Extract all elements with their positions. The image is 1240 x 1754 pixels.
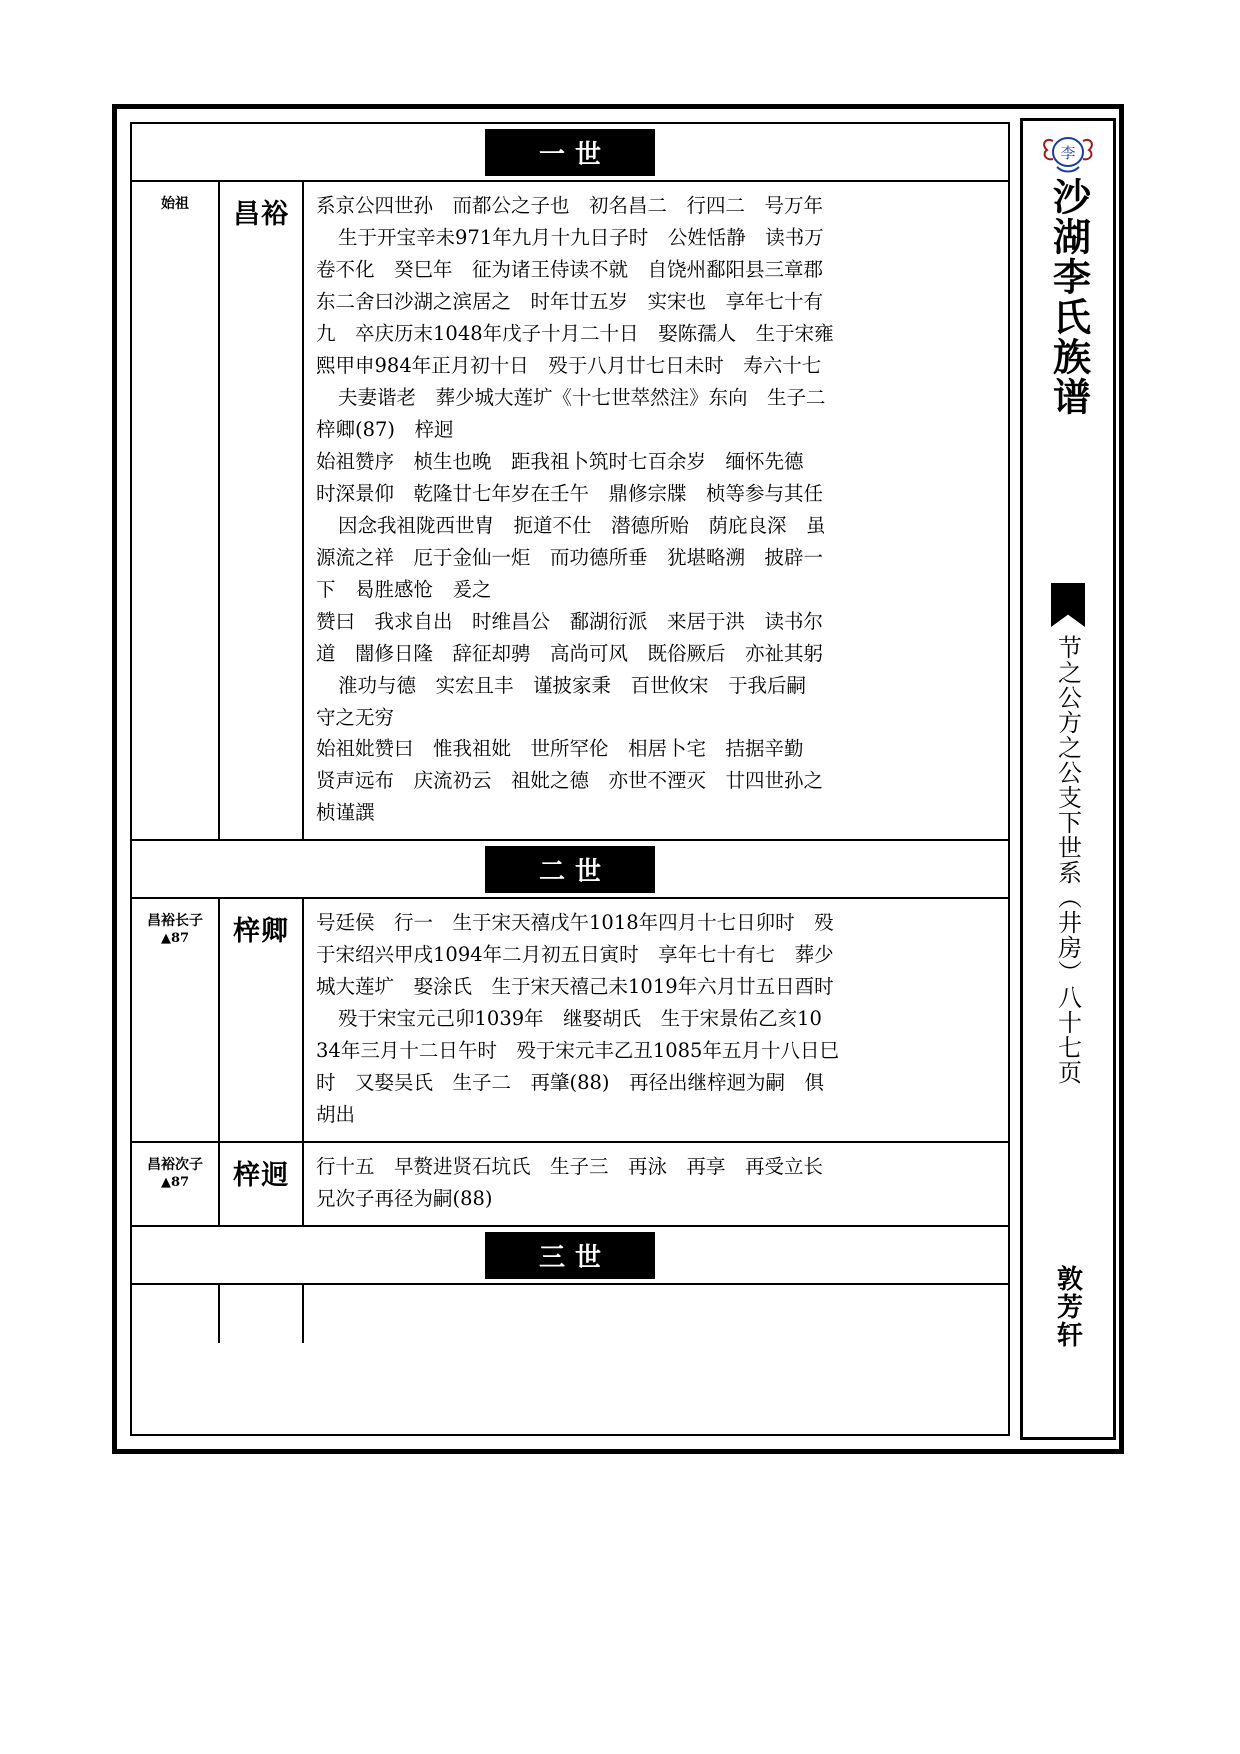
entry-relation [132,182,220,839]
body-line: 号廷侯 行一 生于宋天禧戊午1018年四月十七日卯时 殁 [316,911,834,935]
relation-text: 昌裕次子 [147,1157,203,1174]
entry-relation [132,1143,220,1225]
body-line: 夫妻谐老 葬少城大莲圹《十七世萃然注》东向 生子二 [338,385,826,409]
spine-divider [1051,583,1085,627]
name-text: 昌裕 [233,199,289,230]
body-line: 赞曰 我求自出 时维昌公 鄱湖衍派 来居于洪 读书尔 [316,609,824,633]
name-text: 梓卿 [233,916,289,948]
generation-band-3 [132,1227,1008,1285]
relation-mark: ▲87 [160,930,190,946]
clan-emblem-icon [1037,129,1099,175]
body-line: 东二舍曰沙湖之滨居之 时年廿五岁 实宋也 享年七十有 [316,289,824,313]
body-line: 熙甲申984年正月初十日 殁于八月廿七日未时 寿六十七 [316,353,822,377]
body-line: 九 卒庆历末1048年戊子十月二十日 娶陈孺人 生于宋雍 [316,321,834,345]
body-line: 因念我祖陇西世胄 扼道不仕 潜德所贻 荫庇良深 虽 [338,513,826,537]
entry-body [304,899,1008,1141]
body-line: 下 曷胜感怆 爰之 [316,577,492,601]
entry-name [220,182,304,839]
genealogy-entry-empty [132,1285,1008,1343]
body-line: 34年三月十二日午时 殁于宋元丰乙丑1085年五月十八日巳 [316,1039,839,1063]
body-line: 行十五 早赘进贤石坑氏 生子三 再泳 再享 再受立长 [316,1155,824,1179]
genealogy-entry [132,182,1008,841]
body-line: 时 又娶吴氏 生子二 再肇(88) 再径出继梓迥为嗣 俱 [316,1071,825,1095]
svg-text:李: 李 [1060,144,1076,162]
generation-label: 二世 [485,846,655,893]
body-line: 守之无穷 [316,705,395,729]
body-line: 始祖妣赞曰 惟我祖妣 世所罕伦 相居卜宅 拮据辛勤 [316,737,804,761]
relation-text: 始祖 [161,196,189,212]
entry-relation [132,1285,220,1343]
entry-name [220,1143,304,1225]
generation-band-1 [132,124,1008,182]
genealogy-entry [132,899,1008,1143]
generation-label: 一世 [485,129,655,176]
genealogy-entry [132,1143,1008,1227]
body-line: 始祖赞序 桢生也晚 距我祖卜筑时七百余岁 缅怀先德 [316,449,804,473]
body-line: 桢谨譔 [316,801,375,825]
body-line: 淮功与德 实宏且丰 谨披家秉 百世攸宋 于我后嗣 [338,673,807,697]
body-line: 道 闇修日隆 辞征却骋 高尚可风 既俗厥后 亦祉其躬 [316,641,824,665]
body-line: 殁于宋宝元己卯1039年 继娶胡氏 生于宋景佑乙亥10 [338,1007,822,1031]
spine-footer: 敦芳轩 [1052,1265,1083,1349]
spine-title: 沙湖李氏族谱 [1046,177,1092,417]
relation-mark: ▲87 [160,1174,190,1190]
book-spine [1020,118,1116,1440]
entry-relation [132,899,220,1141]
body-line: 时深景仰 乾隆廿七年岁在壬午 鼎修宗牒 桢等参与其任 [316,481,824,505]
generation-band-2 [132,841,1008,899]
body-line: 胡出 [316,1103,356,1127]
body-line: 于宋绍兴甲戌1094年二月初五日寅时 享年七十有七 葬少 [316,943,834,967]
body-line: 系京公四世孙 而都公之子也 初名昌二 行四二 号万年 [316,194,824,217]
body-line: 城大莲圹 娶涂氏 生于宋天禧己未1019年六月廿五日酉时 [316,975,834,999]
genealogy-table [130,122,1010,1436]
body-line: 贤声远布 庆流礽云 祖妣之德 亦世不湮灭 廿四世孙之 [316,769,824,793]
entry-name [220,899,304,1141]
relation-text: 昌裕长子 [147,913,203,930]
body-line: 卷不化 癸巳年 征为诸王侍读不就 自饶州鄱阳县三章郡 [316,257,824,281]
generation-label: 三世 [485,1232,655,1279]
body-line: 梓卿(87) 梓迥 [316,417,454,441]
entry-body [304,182,1008,839]
body-line: 生于开宝辛未971年九月十九日子时 公姓恬静 读书万 [338,225,824,249]
entry-body [304,1285,1008,1343]
name-text: 梓迥 [233,1160,289,1192]
entry-body [304,1143,1008,1225]
body-line: 源流之祥 厄于金仙一炬 而功德所垂 犹堪略溯 披辟一 [316,545,824,569]
entry-name [220,1285,304,1343]
spine-subtitle: 节之公方之公支下世系（井房）八十七页 [1053,635,1082,1085]
body-line: 兄次子再径为嗣(88) [316,1187,493,1211]
